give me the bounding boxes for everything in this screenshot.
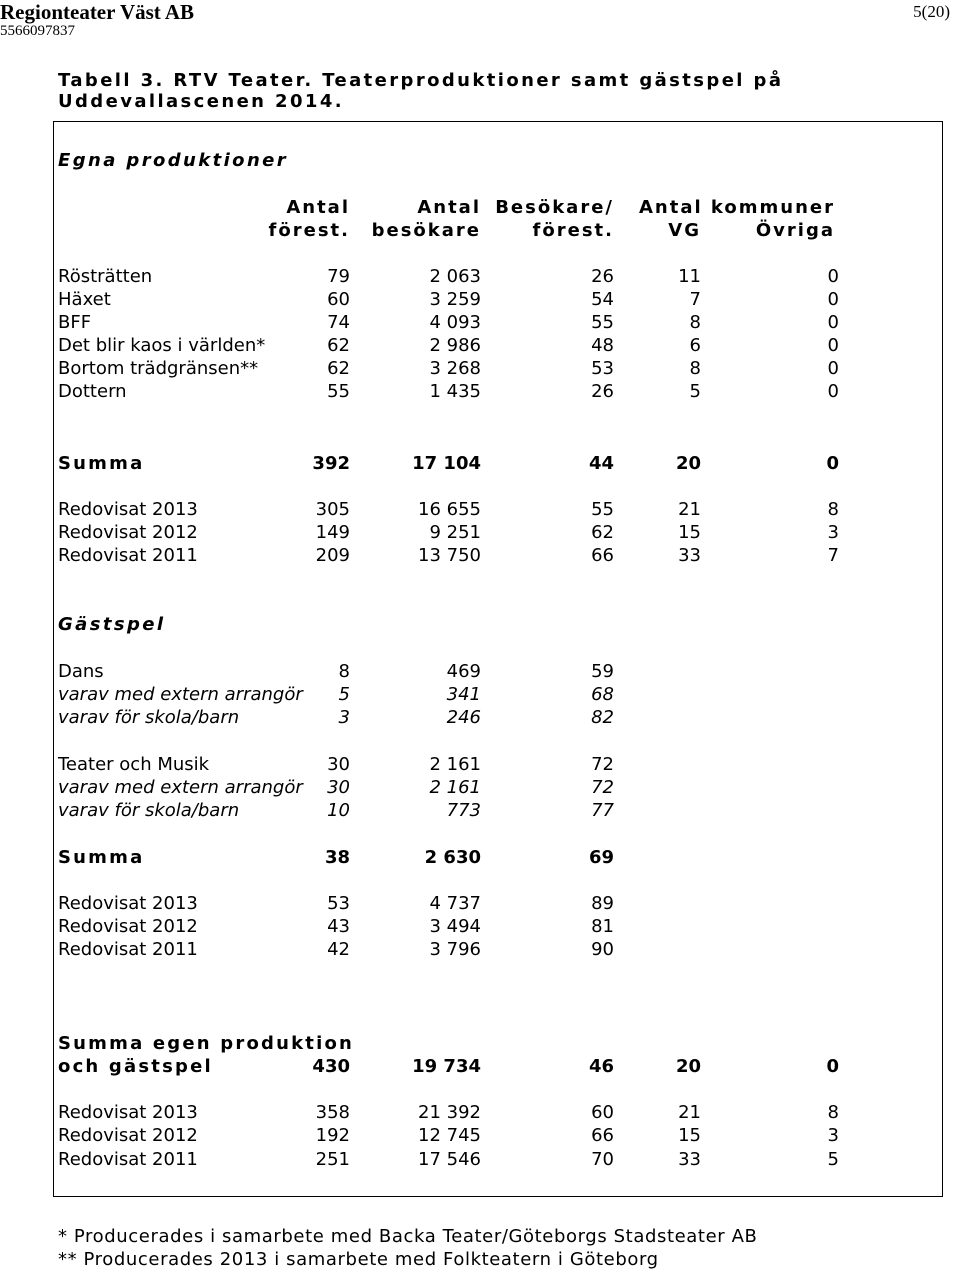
cell-besokare-per-forest: 66 — [591, 545, 614, 566]
cell-besokare: 2 161 — [429, 754, 481, 775]
cell-ovriga: 0 — [827, 358, 839, 379]
row-label: Redovisat 2013 — [58, 499, 198, 520]
row-label: varav med extern arrangör — [58, 684, 303, 705]
col-besokare-forest-2: förest. — [532, 220, 614, 241]
col-vg: VG — [668, 220, 701, 241]
footnote-1: * Producerades i samarbete med Backa Teater/Göteborgs Stadsteater AB — [58, 1226, 758, 1247]
row-label: Häxet — [58, 289, 111, 310]
table-row — [0, 1148, 960, 1172]
col-antal-forest-1: Antal — [286, 197, 350, 218]
table-row — [0, 380, 960, 404]
cell-forestallningar: 62 — [327, 335, 350, 356]
cell-ovriga: 5 — [827, 1149, 839, 1170]
cell-besokare: 341 — [446, 684, 481, 705]
cell-vg: 11 — [678, 266, 701, 287]
cell-forestallningar: 42 — [327, 939, 350, 960]
cell-besokare-per-forest: 55 — [591, 312, 614, 333]
organization-name: Regionteater Väst AB — [0, 0, 195, 24]
table-row — [0, 1124, 960, 1148]
cell-besokare: 246 — [446, 707, 481, 728]
cell-besokare-per-forest: 72 — [591, 754, 614, 775]
cell-forestallningar: 5 — [338, 684, 350, 705]
cell-besokare: 2 161 — [429, 777, 481, 798]
cell-besokare-per-forest: 77 — [591, 800, 614, 821]
table-row — [0, 1101, 960, 1125]
cell-ovriga: 8 — [827, 499, 839, 520]
row-label: Det blir kaos i världen* — [58, 335, 266, 356]
cell-vg: 8 — [689, 358, 701, 379]
col-antal-forest-2: förest. — [268, 220, 350, 241]
cell-besokare: 4 093 — [429, 312, 481, 333]
table-row — [0, 892, 960, 916]
cell-besokare: 3 268 — [429, 358, 481, 379]
row-label: Dans — [58, 661, 104, 682]
table-row — [0, 776, 960, 800]
row-label: Summa — [58, 847, 145, 868]
cell-ovriga: 0 — [826, 1056, 839, 1077]
cell-besokare-per-forest: 59 — [591, 661, 614, 682]
cell-besokare-per-forest: 54 — [591, 289, 614, 310]
row-label: varav för skola/barn — [58, 707, 240, 728]
cell-vg: 8 — [689, 312, 701, 333]
cell-besokare: 12 745 — [418, 1125, 481, 1146]
cell-forestallningar: 358 — [315, 1102, 350, 1123]
row-label: och gästspel — [58, 1056, 213, 1077]
cell-besokare: 17 104 — [412, 453, 481, 474]
table-row — [0, 311, 960, 335]
cell-besokare-per-forest: 44 — [588, 453, 614, 474]
page-number: 5(20) — [913, 2, 950, 21]
row-label: Redovisat 2011 — [58, 1149, 198, 1170]
cell-vg: 21 — [678, 499, 701, 520]
row-label: Redovisat 2013 — [58, 1102, 198, 1123]
cell-besokare: 17 546 — [418, 1149, 481, 1170]
cell-besokare: 3 796 — [429, 939, 481, 960]
cell-vg: 5 — [689, 381, 701, 402]
cell-besokare: 3 494 — [429, 916, 481, 937]
row-label: varav för skola/barn — [58, 800, 240, 821]
cell-vg: 20 — [675, 1056, 701, 1077]
cell-vg: 6 — [689, 335, 701, 356]
col-antal-besokare-2: besökare — [371, 220, 481, 241]
cell-vg: 15 — [678, 1125, 701, 1146]
cell-ovriga: 7 — [827, 545, 839, 566]
cell-besokare-per-forest: 53 — [591, 358, 614, 379]
table-row — [0, 938, 960, 962]
cell-ovriga: 3 — [827, 522, 839, 543]
table-row — [0, 544, 960, 568]
cell-besokare-per-forest: 55 — [591, 499, 614, 520]
row-label: Rösträtten — [58, 266, 153, 287]
cell-vg: 7 — [689, 289, 701, 310]
footnote-2: ** Producerades 2013 i samarbete med Folkteatern i Göteborg — [58, 1249, 659, 1270]
cell-forestallningar: 79 — [327, 266, 350, 287]
cell-besokare-per-forest: 81 — [591, 916, 614, 937]
col-ovriga: Övriga — [755, 220, 835, 241]
cell-besokare-per-forest: 46 — [588, 1056, 614, 1077]
cell-forestallningar: 192 — [315, 1125, 350, 1146]
cell-besokare: 2 986 — [429, 335, 481, 356]
cell-besokare: 16 655 — [418, 499, 481, 520]
cell-besokare: 2 063 — [429, 266, 481, 287]
cell-besokare-per-forest: 69 — [588, 847, 614, 868]
section-heading-egna: Egna produktioner — [58, 150, 289, 171]
col-besokare-forest-1: Besökare/ — [495, 197, 614, 218]
cell-ovriga: 8 — [827, 1102, 839, 1123]
row-label: varav med extern arrangör — [58, 777, 303, 798]
row-label: Teater och Musik — [58, 754, 210, 775]
cell-forestallningar: 30 — [327, 754, 350, 775]
cell-besokare: 9 251 — [429, 522, 481, 543]
cell-besokare: 2 630 — [424, 847, 481, 868]
cell-forestallningar: 74 — [327, 312, 350, 333]
cell-vg: 15 — [678, 522, 701, 543]
total-label-line-1 — [0, 1032, 960, 1056]
summary-row — [0, 452, 960, 476]
cell-forestallningar: 30 — [327, 777, 350, 798]
cell-forestallningar: 209 — [315, 545, 350, 566]
cell-forestallningar: 38 — [324, 847, 350, 868]
row-label: Redovisat 2012 — [58, 522, 198, 543]
cell-forestallningar: 3 — [338, 707, 350, 728]
cell-besokare-per-forest: 62 — [591, 522, 614, 543]
cell-besokare-per-forest: 48 — [591, 335, 614, 356]
cell-besokare: 4 737 — [429, 893, 481, 914]
cell-forestallningar: 60 — [327, 289, 350, 310]
cell-forestallningar: 55 — [327, 381, 350, 402]
row-label: Redovisat 2011 — [58, 545, 198, 566]
cell-besokare: 3 259 — [429, 289, 481, 310]
cell-ovriga: 0 — [827, 312, 839, 333]
cell-besokare-per-forest: 68 — [591, 684, 614, 705]
row-label: Bortom trädgränsen** — [58, 358, 259, 379]
table-row — [0, 334, 960, 358]
cell-besokare-per-forest: 60 — [591, 1102, 614, 1123]
cell-forestallningar: 8 — [338, 661, 350, 682]
table-row — [0, 660, 960, 684]
cell-ovriga: 0 — [827, 289, 839, 310]
cell-ovriga: 0 — [826, 453, 839, 474]
col-antal-kommuner: Antal kommuner — [638, 197, 835, 218]
cell-forestallningar: 53 — [327, 893, 350, 914]
row-label: Redovisat 2013 — [58, 893, 198, 914]
row-label: Dottern — [58, 381, 127, 402]
table-row — [0, 265, 960, 289]
organization-number: 5566097837 — [0, 23, 75, 39]
total-row — [0, 1055, 960, 1079]
table-row — [0, 498, 960, 522]
cell-besokare-per-forest: 90 — [591, 939, 614, 960]
cell-forestallningar: 305 — [315, 499, 350, 520]
cell-forestallningar: 10 — [327, 800, 350, 821]
cell-besokare: 13 750 — [418, 545, 481, 566]
cell-vg: 20 — [675, 453, 701, 474]
row-label: Summa egen produktion — [58, 1033, 355, 1054]
table-row — [0, 683, 960, 707]
row-label: Summa — [58, 453, 145, 474]
row-label: Redovisat 2012 — [58, 1125, 198, 1146]
cell-besokare-per-forest: 72 — [591, 777, 614, 798]
cell-besokare-per-forest: 26 — [591, 381, 614, 402]
cell-besokare-per-forest: 26 — [591, 266, 614, 287]
table-row — [0, 521, 960, 545]
cell-vg: 33 — [678, 545, 701, 566]
cell-ovriga: 3 — [827, 1125, 839, 1146]
row-label: BFF — [58, 312, 92, 333]
cell-besokare: 21 392 — [418, 1102, 481, 1123]
cell-ovriga: 0 — [827, 266, 839, 287]
table-row — [0, 357, 960, 381]
table-row — [0, 799, 960, 823]
summary-row — [0, 846, 960, 870]
table-row — [0, 706, 960, 730]
cell-ovriga: 0 — [827, 381, 839, 402]
col-antal-besokare-1: Antal — [417, 197, 481, 218]
cell-besokare-per-forest: 66 — [591, 1125, 614, 1146]
cell-vg: 33 — [678, 1149, 701, 1170]
cell-besokare-per-forest: 89 — [591, 893, 614, 914]
table-row — [0, 753, 960, 777]
table-title: Tabell 3. RTV Teater. Teaterproduktioner samt gästspel på Uddevallascenen 2014. — [58, 70, 784, 112]
cell-besokare: 773 — [446, 800, 481, 821]
row-label: Redovisat 2012 — [58, 916, 198, 937]
cell-forestallningar: 392 — [312, 453, 350, 474]
cell-forestallningar: 251 — [315, 1149, 350, 1170]
cell-besokare: 19 734 — [412, 1056, 481, 1077]
cell-ovriga: 0 — [827, 335, 839, 356]
cell-vg: 21 — [678, 1102, 701, 1123]
cell-forestallningar: 149 — [315, 522, 350, 543]
row-label: Redovisat 2011 — [58, 939, 198, 960]
cell-forestallningar: 62 — [327, 358, 350, 379]
cell-forestallningar: 430 — [312, 1056, 350, 1077]
cell-besokare-per-forest: 70 — [591, 1149, 614, 1170]
table-row — [0, 915, 960, 939]
table-row — [0, 288, 960, 312]
cell-forestallningar: 43 — [327, 916, 350, 937]
section-heading-gastspel: Gästspel — [58, 614, 166, 635]
cell-besokare-per-forest: 82 — [591, 707, 614, 728]
cell-besokare: 469 — [446, 661, 481, 682]
cell-besokare: 1 435 — [429, 381, 481, 402]
